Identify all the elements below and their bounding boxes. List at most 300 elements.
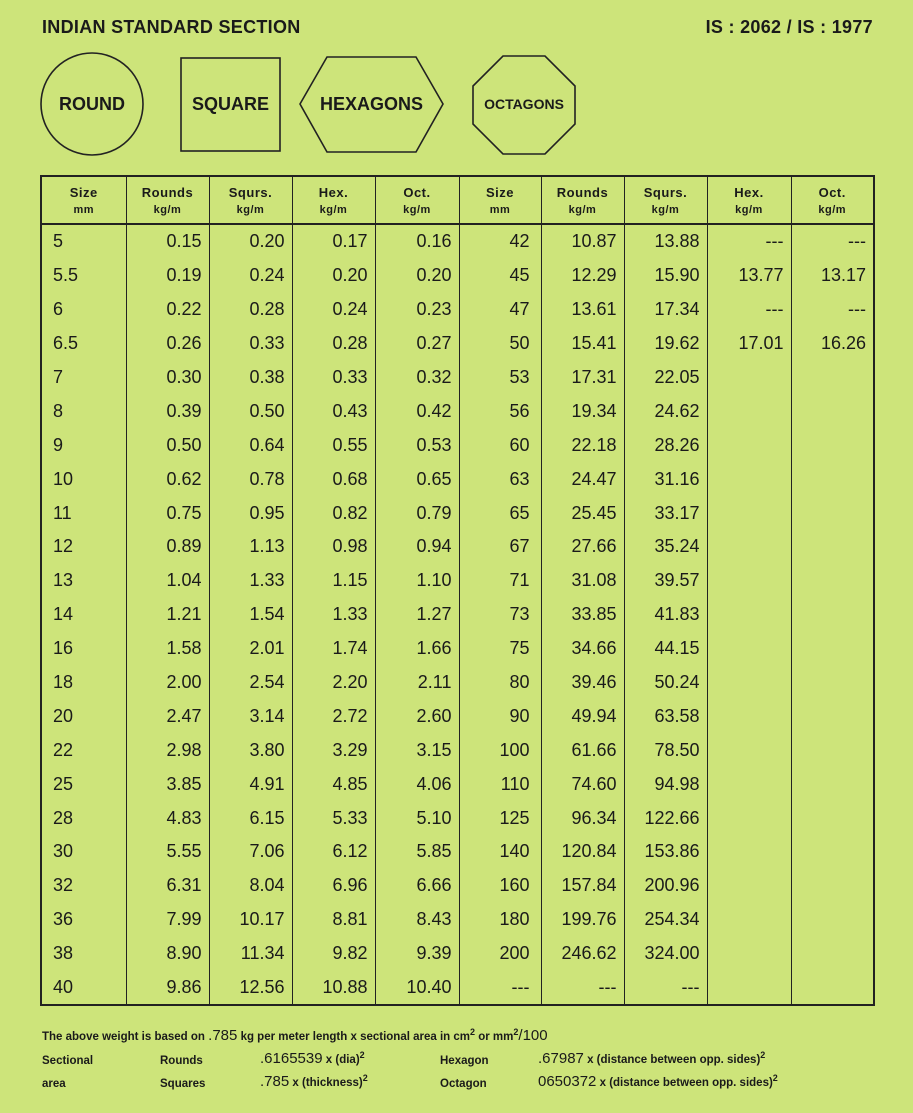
table-cell	[791, 361, 874, 395]
table-cell: ---	[541, 971, 624, 1006]
table-row	[41, 361, 874, 395]
table-cell: 0.64	[209, 428, 292, 462]
note-end: /100	[518, 1027, 548, 1044]
table-cell: 0.20	[375, 259, 459, 293]
table-cell: 44.15	[624, 632, 707, 666]
table-cell: 60	[459, 428, 541, 462]
table-cell: 1.21	[126, 598, 209, 632]
table-cell: 13.17	[791, 259, 874, 293]
table-cell	[707, 564, 791, 598]
table-row	[41, 699, 874, 733]
table-cell: 1.10	[375, 564, 459, 598]
table-cell: 0.55	[292, 428, 375, 462]
table-cell: 254.34	[624, 903, 707, 937]
note-value: .785	[208, 1027, 238, 1044]
table-cell	[707, 937, 791, 971]
table-cell: 3.15	[375, 733, 459, 767]
table-cell	[791, 394, 874, 428]
table-cell: 80	[459, 666, 541, 700]
table-cell: 40	[41, 971, 126, 1006]
table-cell: 30	[41, 835, 126, 869]
standard-code: IS : 2062 / IS : 1977	[705, 17, 873, 37]
table-cell: 9.82	[292, 937, 375, 971]
table-row	[41, 564, 874, 598]
rounds-value: .6165539	[260, 1050, 323, 1067]
table-cell: 49.94	[541, 699, 624, 733]
table-cell: ---	[791, 293, 874, 327]
table-cell: 17.31	[541, 361, 624, 395]
table-cell: 22.05	[624, 361, 707, 395]
table-row	[41, 801, 874, 835]
table-cell: 8	[41, 394, 126, 428]
table-cell: 8.90	[126, 937, 209, 971]
table-row	[41, 598, 874, 632]
page-title: INDIAN STANDARD SECTION	[42, 17, 301, 37]
octagon-value: 0650372	[538, 1073, 597, 1090]
table-cell: 5.85	[375, 835, 459, 869]
table-cell: 125	[459, 801, 541, 835]
table-cell: 2.01	[209, 632, 292, 666]
column-header-label: Hex.	[734, 184, 764, 200]
table-cell: 63.58	[624, 699, 707, 733]
table-cell: 4.06	[375, 767, 459, 801]
table-cell: 6.5	[41, 327, 126, 361]
table-cell: 140	[459, 835, 541, 869]
hexagon-formula-text: x (distance between opp. sides)	[587, 1054, 761, 1066]
squares-formula	[260, 1073, 368, 1090]
table-cell: 0.38	[209, 361, 292, 395]
note-mid: kg per meter length x sectional area in cm	[240, 1031, 471, 1043]
table-cell: 65	[459, 496, 541, 530]
table-cell: 16	[41, 632, 126, 666]
column-header-unit: kg/m	[403, 203, 431, 216]
table-cell: 33.85	[541, 598, 624, 632]
table-cell: ---	[624, 971, 707, 1006]
table-cell: 10.40	[375, 971, 459, 1006]
table-cell: 2.00	[126, 666, 209, 700]
table-cell: 0.24	[209, 259, 292, 293]
column-header	[459, 176, 541, 224]
table-cell	[707, 869, 791, 903]
table-cell: 32	[41, 869, 126, 903]
table-cell: 12.29	[541, 259, 624, 293]
table-cell: 5.5	[41, 259, 126, 293]
table-cell: 71	[459, 564, 541, 598]
table-cell	[707, 903, 791, 937]
table-cell: 4.83	[126, 801, 209, 835]
table-row	[41, 394, 874, 428]
note-or: or mm	[478, 1031, 514, 1043]
column-header-label: Oct.	[818, 184, 846, 200]
table-cell: 38	[41, 937, 126, 971]
table-cell	[791, 767, 874, 801]
column-header-unit: kg/m	[153, 203, 182, 216]
table-cell: 8.81	[292, 903, 375, 937]
hexagons-label: HEXAGONS	[319, 94, 424, 114]
table-cell: 63	[459, 462, 541, 496]
table-cell: 10.87	[541, 224, 624, 259]
table-cell: 0.24	[292, 293, 375, 327]
table-cell: 5	[41, 224, 126, 259]
table-cell: 6.12	[292, 835, 375, 869]
column-header	[209, 176, 292, 224]
table-cell: 8.04	[209, 869, 292, 903]
table-cell	[707, 632, 791, 666]
table-cell	[707, 428, 791, 462]
table-cell: 7.06	[209, 835, 292, 869]
table-cell: 4.91	[209, 767, 292, 801]
table-cell: 13	[41, 564, 126, 598]
table-cell: 0.19	[126, 259, 209, 293]
table-cell: 19.62	[624, 327, 707, 361]
table-cell: 47	[459, 293, 541, 327]
table-cell: 1.15	[292, 564, 375, 598]
square-label: SQUARE	[191, 94, 269, 114]
note-sup2: 2	[513, 1027, 519, 1038]
table-cell: 0.33	[292, 361, 375, 395]
table-row	[41, 224, 874, 259]
table-cell: 78.50	[624, 733, 707, 767]
table-row	[41, 259, 874, 293]
hexagon-label: Hexagon	[440, 1055, 489, 1067]
squares-sup: 2	[362, 1073, 368, 1084]
table-cell: ---	[707, 293, 791, 327]
table-cell: 5.55	[126, 835, 209, 869]
column-header	[126, 176, 209, 224]
table-cell: 324.00	[624, 937, 707, 971]
table-cell	[791, 903, 874, 937]
table-cell: 19.34	[541, 394, 624, 428]
table-cell: 0.28	[209, 293, 292, 327]
table-cell: 0.82	[292, 496, 375, 530]
table-cell: 10	[41, 462, 126, 496]
table-cell: 3.85	[126, 767, 209, 801]
table-cell: 122.66	[624, 801, 707, 835]
column-header-unit: mm	[73, 203, 95, 216]
table-row	[41, 293, 874, 327]
table-cell: 0.33	[209, 327, 292, 361]
table-cell: 0.53	[375, 428, 459, 462]
table-cell: 0.94	[375, 530, 459, 564]
table-cell: 0.28	[292, 327, 375, 361]
table-cell: 200.96	[624, 869, 707, 903]
table-cell	[707, 462, 791, 496]
table-cell: 110	[459, 767, 541, 801]
table-cell: 10.88	[292, 971, 375, 1006]
table-cell: 12	[41, 530, 126, 564]
table-cell: 0.79	[375, 496, 459, 530]
table-cell: 0.15	[126, 224, 209, 259]
round-label: ROUND	[59, 94, 125, 114]
rounds-formula	[260, 1050, 365, 1067]
table-cell: 14	[41, 598, 126, 632]
table-cell	[707, 733, 791, 767]
squares-label: Squares	[160, 1078, 206, 1090]
note-sup1: 2	[470, 1027, 476, 1038]
column-header-unit: kg/m	[319, 203, 348, 216]
octagon-formula	[538, 1073, 778, 1090]
table-cell: 42	[459, 224, 541, 259]
section-shapes	[0, 50, 913, 162]
table-cell: 7.99	[126, 903, 209, 937]
table-cell	[707, 496, 791, 530]
table-cell: 28.26	[624, 428, 707, 462]
table-cell: 31.08	[541, 564, 624, 598]
table-cell: 1.04	[126, 564, 209, 598]
column-header-unit: kg/m	[568, 203, 597, 216]
column-header	[624, 176, 707, 224]
table-cell	[791, 598, 874, 632]
table-cell: ---	[791, 224, 874, 259]
table-cell: 180	[459, 903, 541, 937]
table-cell: 120.84	[541, 835, 624, 869]
table-cell	[791, 971, 874, 1006]
table-cell: 1.33	[209, 564, 292, 598]
table-cell	[791, 530, 874, 564]
table-cell: 0.98	[292, 530, 375, 564]
rounds-sup: 2	[359, 1050, 365, 1061]
table-cell: 1.74	[292, 632, 375, 666]
hexagon-value: .67987	[538, 1050, 584, 1067]
table-cell: 0.39	[126, 394, 209, 428]
sectional-label: Sectional	[42, 1055, 94, 1067]
table-cell	[707, 530, 791, 564]
table-cell: 24.62	[624, 394, 707, 428]
table-cell: 1.27	[375, 598, 459, 632]
table-cell: 0.95	[209, 496, 292, 530]
table-cell: 2.47	[126, 699, 209, 733]
table-cell: 2.11	[375, 666, 459, 700]
column-header-label: Squrs.	[228, 184, 273, 200]
hexagon-formula	[538, 1050, 765, 1067]
table-body	[41, 224, 874, 1005]
octagon-label: Octagon	[440, 1078, 487, 1090]
table-cell: 24.47	[541, 462, 624, 496]
table-cell: 50.24	[624, 666, 707, 700]
column-header-label: Size	[69, 184, 98, 200]
table-row	[41, 903, 874, 937]
column-header-unit: kg/m	[818, 203, 847, 216]
footer-note	[42, 1027, 548, 1044]
table-cell: 90	[459, 699, 541, 733]
table-cell	[707, 767, 791, 801]
column-header-label: Rounds	[556, 184, 609, 200]
note-prefix: The above weight is based on	[42, 1031, 205, 1043]
column-header-label: Size	[485, 184, 514, 200]
table-cell: 4.85	[292, 767, 375, 801]
table-cell: 0.20	[292, 259, 375, 293]
table-cell: 10.17	[209, 903, 292, 937]
table-cell: 25	[41, 767, 126, 801]
table-cell: 7	[41, 361, 126, 395]
table-cell: 0.50	[209, 394, 292, 428]
table-cell	[707, 971, 791, 1006]
table-cell: 35.24	[624, 530, 707, 564]
table-row	[41, 767, 874, 801]
table-row	[41, 937, 874, 971]
table-cell: 50	[459, 327, 541, 361]
table-cell: 246.62	[541, 937, 624, 971]
table-row	[41, 530, 874, 564]
column-header	[375, 176, 459, 224]
table-cell: 31.16	[624, 462, 707, 496]
table-cell: 45	[459, 259, 541, 293]
table-cell: 11	[41, 496, 126, 530]
table-cell	[791, 428, 874, 462]
table-cell: 0.26	[126, 327, 209, 361]
table-cell: 41.83	[624, 598, 707, 632]
table-cell: 8.43	[375, 903, 459, 937]
column-header-label: Oct.	[403, 184, 431, 200]
table-cell: 12.56	[209, 971, 292, 1006]
table-cell: 1.54	[209, 598, 292, 632]
table-cell: ---	[707, 224, 791, 259]
table-cell: 0.78	[209, 462, 292, 496]
table-cell: 160	[459, 869, 541, 903]
table-cell: 2.72	[292, 699, 375, 733]
table-cell: 157.84	[541, 869, 624, 903]
table-cell: 0.23	[375, 293, 459, 327]
table-header-row	[41, 176, 874, 224]
table-cell: 39.57	[624, 564, 707, 598]
table-row	[41, 835, 874, 869]
table-cell: 0.20	[209, 224, 292, 259]
table-cell	[707, 394, 791, 428]
table-cell: 25.45	[541, 496, 624, 530]
column-header	[791, 176, 874, 224]
table-cell: 73	[459, 598, 541, 632]
table-row	[41, 666, 874, 700]
table-cell: 3.80	[209, 733, 292, 767]
table-cell: 13.77	[707, 259, 791, 293]
table-cell: 11.34	[209, 937, 292, 971]
table-cell: 20	[41, 699, 126, 733]
table-cell: 1.58	[126, 632, 209, 666]
table-cell: 0.75	[126, 496, 209, 530]
hexagon-sup: 2	[760, 1050, 766, 1061]
table-cell: 74.60	[541, 767, 624, 801]
column-header-unit: kg/m	[735, 203, 763, 216]
table-cell: 5.33	[292, 801, 375, 835]
table-cell	[707, 598, 791, 632]
table-row	[41, 632, 874, 666]
table-cell: 0.62	[126, 462, 209, 496]
table-cell: 6	[41, 293, 126, 327]
table-cell: 0.30	[126, 361, 209, 395]
table-cell: 200	[459, 937, 541, 971]
column-header-unit: mm	[489, 203, 511, 216]
table-cell	[791, 496, 874, 530]
table-cell: 53	[459, 361, 541, 395]
column-header-label: Rounds	[141, 184, 194, 200]
table-cell: 18	[41, 666, 126, 700]
table-cell: 0.17	[292, 224, 375, 259]
table-cell: 6.15	[209, 801, 292, 835]
column-header	[41, 176, 126, 224]
table-row	[41, 733, 874, 767]
octagon-sup: 2	[772, 1073, 778, 1084]
table-cell: 1.33	[292, 598, 375, 632]
table-cell: 94.98	[624, 767, 707, 801]
table-cell: 9	[41, 428, 126, 462]
table-cell	[791, 462, 874, 496]
table-cell: 22	[41, 733, 126, 767]
table-cell: 27.66	[541, 530, 624, 564]
column-header	[292, 176, 375, 224]
table-cell: 17.34	[624, 293, 707, 327]
weight-table	[40, 175, 875, 1006]
table-cell: 22.18	[541, 428, 624, 462]
table-cell: 13.61	[541, 293, 624, 327]
table-cell: 153.86	[624, 835, 707, 869]
table-cell	[791, 801, 874, 835]
table-cell: 2.20	[292, 666, 375, 700]
table-cell: 0.42	[375, 394, 459, 428]
column-header-label: Squrs.	[643, 184, 688, 200]
octagon-formula-text: x (distance between opp. sides)	[599, 1077, 773, 1089]
table-cell: 0.43	[292, 394, 375, 428]
table-cell: 0.32	[375, 361, 459, 395]
table-cell	[791, 666, 874, 700]
table-cell: 75	[459, 632, 541, 666]
table-cell	[791, 869, 874, 903]
table-cell: 1.13	[209, 530, 292, 564]
table-cell: 39.46	[541, 666, 624, 700]
table-cell: 6.66	[375, 869, 459, 903]
table-cell: 0.22	[126, 293, 209, 327]
table-cell	[791, 632, 874, 666]
table-cell: 0.27	[375, 327, 459, 361]
table-cell: 17.01	[707, 327, 791, 361]
table-cell	[707, 666, 791, 700]
table-cell	[707, 699, 791, 733]
table-cell: 36	[41, 903, 126, 937]
table-cell: 34.66	[541, 632, 624, 666]
table-cell	[791, 733, 874, 767]
column-header	[707, 176, 791, 224]
squares-value: .785	[260, 1073, 290, 1090]
table-cell: 0.65	[375, 462, 459, 496]
table-cell: 100	[459, 733, 541, 767]
table-row	[41, 327, 874, 361]
table-cell: 199.76	[541, 903, 624, 937]
table-cell: 6.31	[126, 869, 209, 903]
table-row	[41, 869, 874, 903]
table-cell: 2.54	[209, 666, 292, 700]
table-row	[41, 428, 874, 462]
rounds-label: Rounds	[160, 1055, 203, 1067]
table-cell: 5.10	[375, 801, 459, 835]
table-cell: 33.17	[624, 496, 707, 530]
octagons-label: OCTAGONS	[484, 96, 564, 112]
table-cell	[791, 699, 874, 733]
table-row	[41, 462, 874, 496]
table-cell: 28	[41, 801, 126, 835]
table-cell: 3.14	[209, 699, 292, 733]
table-cell: 0.16	[375, 224, 459, 259]
table-cell: 2.98	[126, 733, 209, 767]
table-cell: 9.86	[126, 971, 209, 1006]
table-cell: 9.39	[375, 937, 459, 971]
rounds-formula-text: x (dia)	[325, 1054, 360, 1066]
table-cell	[791, 835, 874, 869]
table-cell	[791, 564, 874, 598]
table-cell	[707, 835, 791, 869]
table-cell: 16.26	[791, 327, 874, 361]
column-header	[541, 176, 624, 224]
table-cell: ---	[459, 971, 541, 1006]
table-cell: 6.96	[292, 869, 375, 903]
